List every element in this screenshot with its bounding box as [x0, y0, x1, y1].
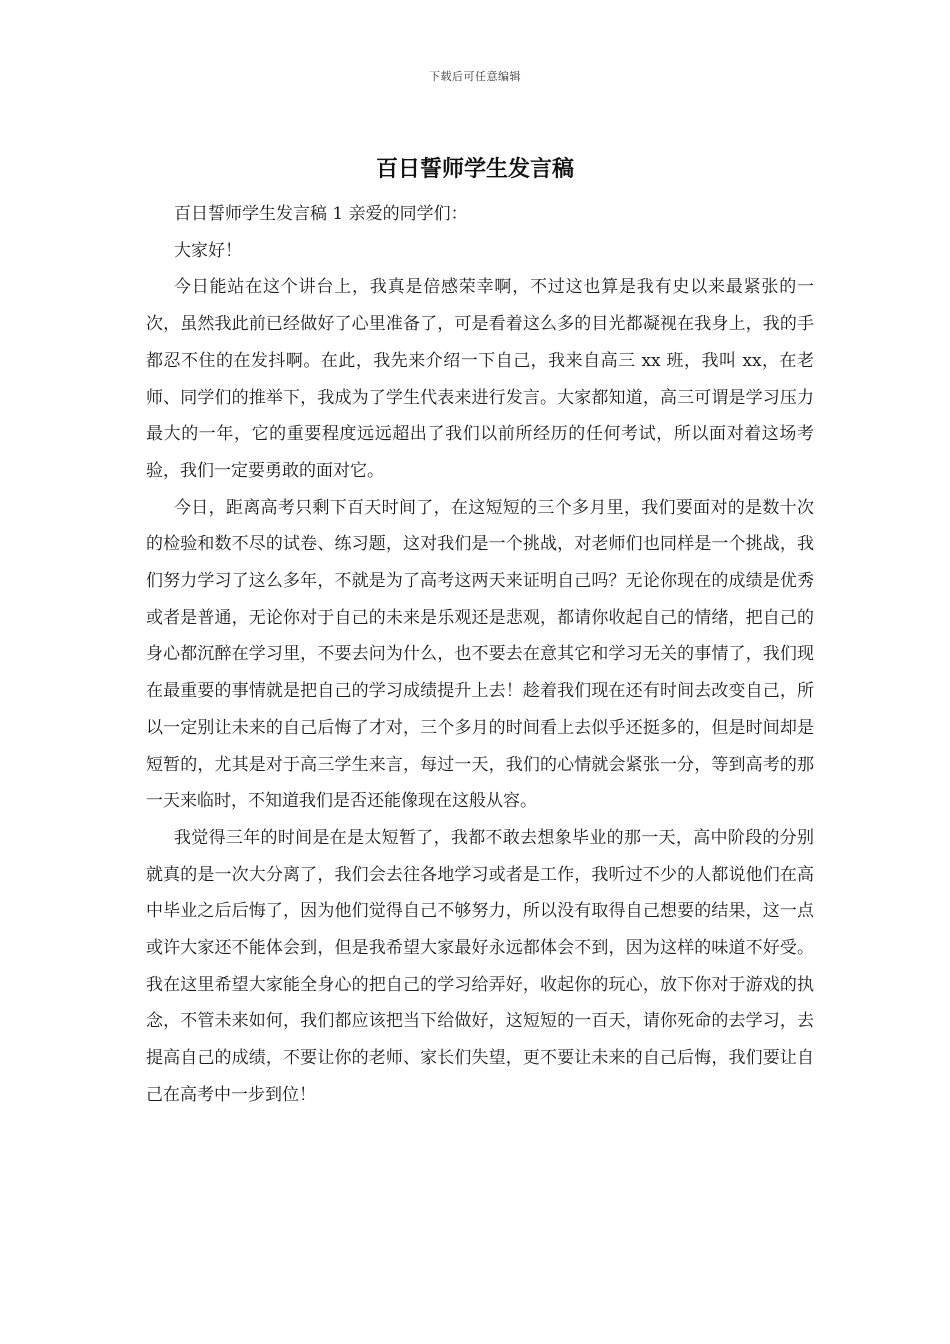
document-body [146, 196, 814, 1114]
paragraph-greeting-line: 百日誓师学生发言稿 1 亲爱的同学们： [174, 204, 468, 224]
paragraph-intro: 今日能站在这个讲台上，我真是倍感荣幸啊，不过这也算是我有史以来最紧张的一次，虽然我此前已经做好了心里准备了，可是看着这么多的目光都凝视在我身上，我的手都忍不住的在发抖啊。在此，我先来介绍一下自己，我来自高三 xx 班，我叫 xx，在老师、同学们的推举下，我成为了学生代表来进行发言。大家都知道，高三可谓是学习压力最大的一年，它的重要程度远远超出了我们以前所经历的任何考试，所以面对着这场考验，我们一定要勇敢的面对它。 [146, 277, 814, 481]
paragraph-hello: 大家好！ [174, 240, 242, 261]
paragraph-hundred-days: 今日，距离高考只剩下百天时间了，在这短短的三个多月里，我们要面对的是数十次的检验和数不尽的试卷、练习题，这对我们是一个挑战，对老师们也同样是一个挑战，我们努力学习了这么多年，不就是为了高考这两天来证明自己吗？无论你现在的成绩是优秀或者是普通，无论你对于自己的未来是乐观还是悲观，都请你收起自己的情绪，把自己的身心都沉醉在学习里，不要去问为什么，也不要去在意其它和学习无关的事情了，我们现在最重要的事情就是把自己的学习成绩提升上去！趁着我们现在还有时间去改变自己，所以一定别让未来的自己后悔了才对，三个多月的时间看上去似乎还挺多的，但是时间却是短暂的，尤其是对于高三学生来言，每过一天，我们的心情就会紧张一分，等到高考的那一天来临时，不知道我们是否还能像现在这般从容。 [146, 497, 814, 812]
paragraph-three-years: 我觉得三年的时间是在是太短暂了，我都不敢去想象毕业的那一天，高中阶段的分别就真的是一次大分离了，我们会去往各地学习或者是工作，我听过不少的人都说他们在高中毕业之后后悔了，因为他们觉得自己不够努力，所以没有取得自己想要的结果，这一点或许大家还不能体会到，但是我希望大家最好永远都体会不到，因为这样的味道不好受。我在这里希望大家能全身心的把自己的学习给弄好，收起你的玩心，放下你对于游戏的执念，不管未来如何，我们都应该把当下给做好，这短短的一百天，请你死命的去学习，去提高自己的成绩，不要让你的老师、家长们失望，更不要让未来的自己后悔，我们要让自己在高考中一步到位！ [146, 827, 814, 1105]
header-note: 下载后可任意编辑 [429, 70, 521, 83]
document-title: 百日誓师学生发言稿 [375, 156, 574, 182]
